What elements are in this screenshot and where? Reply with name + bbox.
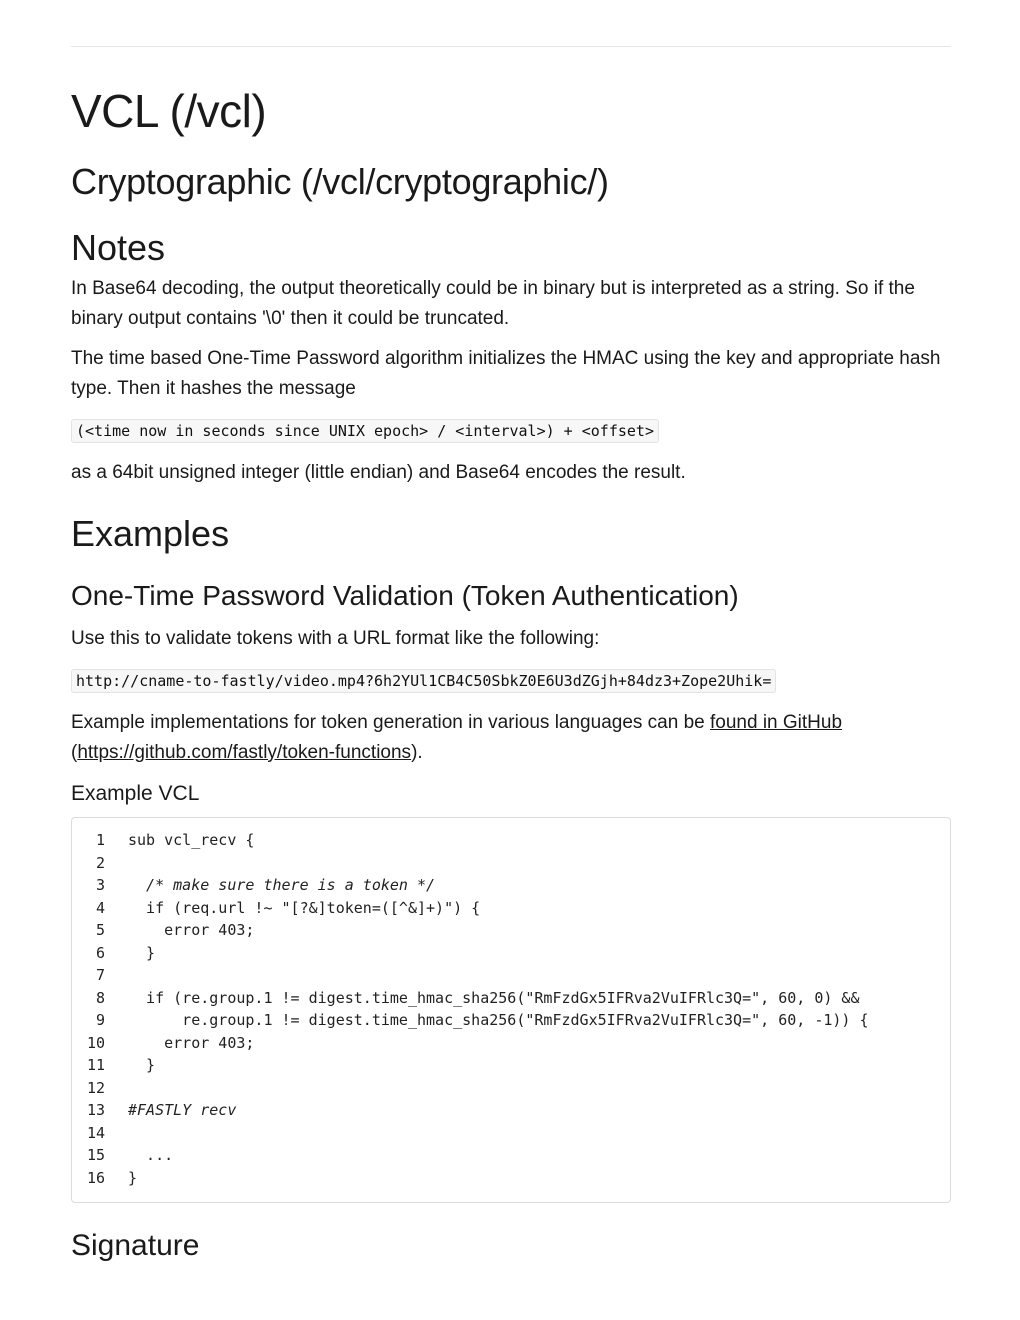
code-text: ... <box>128 1146 174 1164</box>
implementations-paragraph <box>71 708 951 768</box>
line-number: 4 <box>95 898 105 917</box>
code-text: sub vcl_recv { <box>128 831 255 849</box>
line-number: 11 <box>86 1056 105 1074</box>
code-text: /* make sure there is a token */ <box>128 876 436 894</box>
implementations-text: Example implementations for token generation in various languages can be <box>71 712 710 733</box>
code-line <box>72 874 950 897</box>
code-line <box>72 987 950 1010</box>
code-lines <box>72 829 950 1189</box>
code-line <box>72 1032 950 1055</box>
line-number: 10 <box>86 1033 105 1052</box>
github-url-link[interactable]: https://github.com/fastly/token-functions <box>77 742 412 763</box>
github-link[interactable]: found in GitHub <box>710 712 843 733</box>
code-line <box>72 829 950 852</box>
code-line <box>72 1167 950 1190</box>
line-number: 14 <box>86 1123 105 1142</box>
code-line <box>72 1009 950 1032</box>
code-line <box>72 1054 950 1077</box>
line-number: 16 <box>86 1168 105 1187</box>
code-line <box>72 964 950 987</box>
vcl-code-block <box>71 817 951 1203</box>
code-text: re.group.1 != digest.time_hmac_sha256("RmFzdGx5IFRva2VuIFRlc3Q=", 60, -1)) { <box>128 1011 869 1029</box>
page-title: VCL (/vcl) <box>71 85 267 137</box>
code-text: if (re.group.1 != digest.time_hmac_sha256("RmFzdGx5IFRva2VuIFRlc3Q=", 60, 0) && <box>128 988 860 1007</box>
code-text: } <box>128 1168 138 1187</box>
otp-validation-heading: One-Time Password Validation (Token Authentication) <box>71 580 739 611</box>
line-number: 1 <box>95 831 105 849</box>
top-divider <box>71 46 951 47</box>
code-text: #FASTLY recv <box>128 1101 237 1119</box>
line-number: 8 <box>95 988 105 1007</box>
token-url-wrapper <box>71 669 776 693</box>
notes-heading: Notes <box>71 227 166 268</box>
line-number: 15 <box>86 1146 105 1164</box>
line-number: 7 <box>95 966 105 984</box>
code-text: error 403; <box>128 921 255 939</box>
line-number: 2 <box>95 853 105 872</box>
example-vcl-heading: Example VCL <box>71 782 200 805</box>
code-line <box>72 1144 950 1167</box>
section-title: Cryptographic (/vcl/cryptographic/) <box>71 161 609 202</box>
code-text: error 403; <box>128 1033 255 1052</box>
notes-paragraph-3: as a 64bit unsigned integer (little endian) and Base64 encodes the result. <box>71 462 686 483</box>
line-number: 9 <box>95 1011 105 1029</box>
signature-heading: Signature <box>71 1229 200 1262</box>
examples-heading: Examples <box>71 513 230 554</box>
token-url-code: http://cname-to-fastly/video.mp4?6h2YUl1CB4C50SbkZ0E6U3dZGjh+84dz3+Zope2Uhik= <box>71 669 776 693</box>
paren-close: ). <box>411 742 423 763</box>
code-line <box>72 897 950 920</box>
code-text: } <box>128 1056 156 1074</box>
code-line <box>72 1077 950 1100</box>
message-formula-code: (<time now in seconds since UNIX epoch> / <interval>) + <offset> <box>71 419 659 443</box>
code-line <box>72 942 950 965</box>
message-formula-wrapper <box>71 419 659 443</box>
code-line <box>72 852 950 875</box>
otp-intro-text: Use this to validate tokens with a URL format like the following: <box>71 628 600 649</box>
code-line <box>72 1122 950 1145</box>
code-text: if (req.url !~ "[?&]token=([^&]+)") { <box>128 898 481 917</box>
line-number: 13 <box>86 1101 105 1119</box>
notes-paragraph-2: The time based One-Time Password algorithm initializes the HMAC using the key and appropriate hash type. Then it hashes the message <box>71 348 941 399</box>
notes-paragraph-1: In Base64 decoding, the output theoretically could be in binary but is interpreted as a string. So if the binary output contains '\0' then it could be truncated. <box>71 278 915 329</box>
code-line <box>72 919 950 942</box>
line-number: 5 <box>95 921 105 939</box>
line-number: 6 <box>95 943 105 962</box>
line-number: 12 <box>86 1078 105 1097</box>
code-text: } <box>128 943 156 962</box>
line-number: 3 <box>95 876 105 894</box>
paren-open: ( <box>71 742 78 763</box>
code-line <box>72 1099 950 1122</box>
